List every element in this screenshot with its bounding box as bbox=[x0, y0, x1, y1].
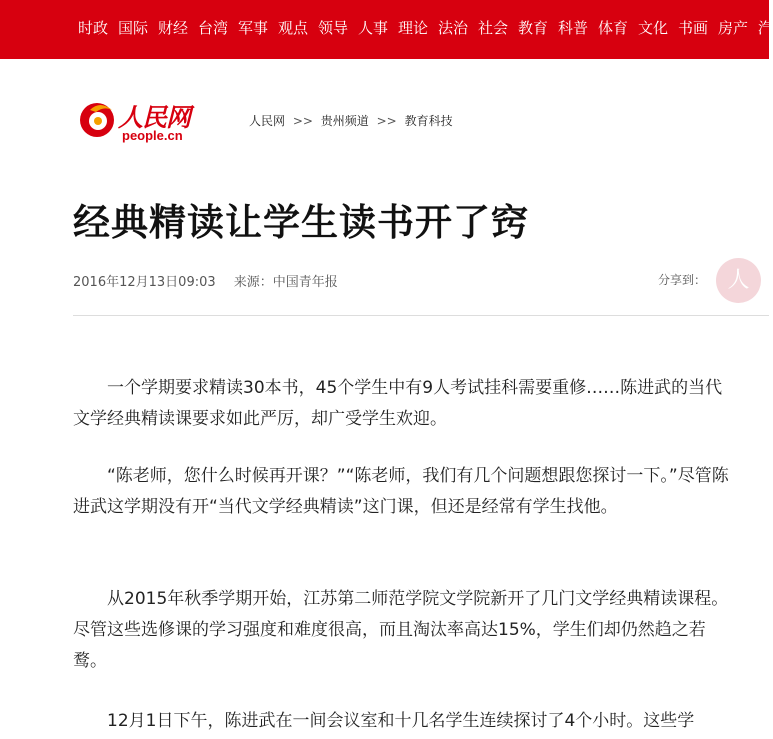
article-paragraph: 一个学期要求精读30本书，45个学生中有9人考试挂科需要重修……陈进武的当代文学经典精读课要求如此严厉，却广受学生欢迎。 bbox=[73, 378, 723, 429]
breadcrumb-separator: >> bbox=[376, 114, 397, 128]
share-people-icon[interactable]: 人 bbox=[716, 258, 761, 303]
nav-item-junshi[interactable]: 军事 bbox=[238, 19, 269, 37]
article-meta bbox=[73, 271, 338, 290]
logo-chinese-text: 人民网 bbox=[118, 103, 191, 132]
nav-item-fangchan[interactable]: 房产 bbox=[718, 19, 749, 37]
nav-item-renshi[interactable]: 人事 bbox=[358, 19, 389, 37]
nav-item-caijing[interactable]: 财经 bbox=[158, 19, 189, 37]
share-label: 分享到： bbox=[658, 273, 707, 287]
nav-item-shehui[interactable]: 社会 bbox=[478, 19, 509, 37]
breadcrumb bbox=[249, 112, 453, 129]
breadcrumb-separator: >> bbox=[292, 114, 313, 128]
nav-item-shizheng[interactable]: 时政 bbox=[78, 19, 109, 37]
nav-item-fazhi[interactable]: 法治 bbox=[438, 19, 469, 37]
article-paragraph: 从2015年秋季学期开始，江苏第二师范学院文学院新开了几门文学经典精读课程。尽管这些选修课的学习强度和难度很高，而且淘汰率高达15%，学生们却仍然趋之若鹜。 bbox=[73, 589, 729, 671]
article-paragraph: “陈老师，您什么时候再开课？”“陈老师，我们有几个问题想跟您探讨一下。”尽管陈进武这学期没有开“当代文学经典精读”这门课，但还是经常有学生找他。 bbox=[73, 466, 729, 517]
nav-item-guoji[interactable]: 国际 bbox=[118, 19, 149, 37]
people-cn-logo[interactable] bbox=[76, 98, 196, 146]
header-divider bbox=[73, 315, 769, 316]
logo-emblem-icon bbox=[76, 98, 118, 140]
logo-english-text: people.cn bbox=[122, 128, 183, 143]
nav-item-lilun[interactable]: 理论 bbox=[398, 19, 429, 37]
article-paragraph: 12月1日下午，陈进武在一间会议室和十几名学生连续探讨了4个小时。这些学 bbox=[107, 711, 695, 731]
article-date: 2016年12月13日09:03 bbox=[73, 275, 216, 290]
breadcrumb-item-jiaoyu-keji[interactable]: 教育科技 bbox=[404, 114, 453, 128]
article-source: 来源：中国青年报 bbox=[233, 275, 338, 290]
nav-item-kepu[interactable]: 科普 bbox=[558, 19, 589, 37]
nav-item-tiyu[interactable]: 体育 bbox=[598, 19, 629, 37]
nav-item-shuhua[interactable]: 书画 bbox=[678, 19, 709, 37]
breadcrumb-item-renminwang[interactable]: 人民网 bbox=[249, 114, 286, 128]
article-title: 经典精读让学生读书开了窍 bbox=[73, 201, 529, 244]
nav-item-lingdao[interactable]: 领导 bbox=[318, 19, 349, 37]
nav-item-guandian[interactable]: 观点 bbox=[278, 19, 309, 37]
top-navigation-bar bbox=[0, 0, 773, 59]
nav-item-qiche[interactable]: 汽 bbox=[758, 19, 773, 37]
nav-item-wenhua[interactable]: 文化 bbox=[638, 19, 669, 37]
breadcrumb-item-guizhou[interactable]: 贵州频道 bbox=[320, 114, 369, 128]
nav-item-taiwan[interactable]: 台湾 bbox=[198, 19, 229, 37]
nav-item-jiaoyu[interactable]: 教育 bbox=[518, 19, 549, 37]
